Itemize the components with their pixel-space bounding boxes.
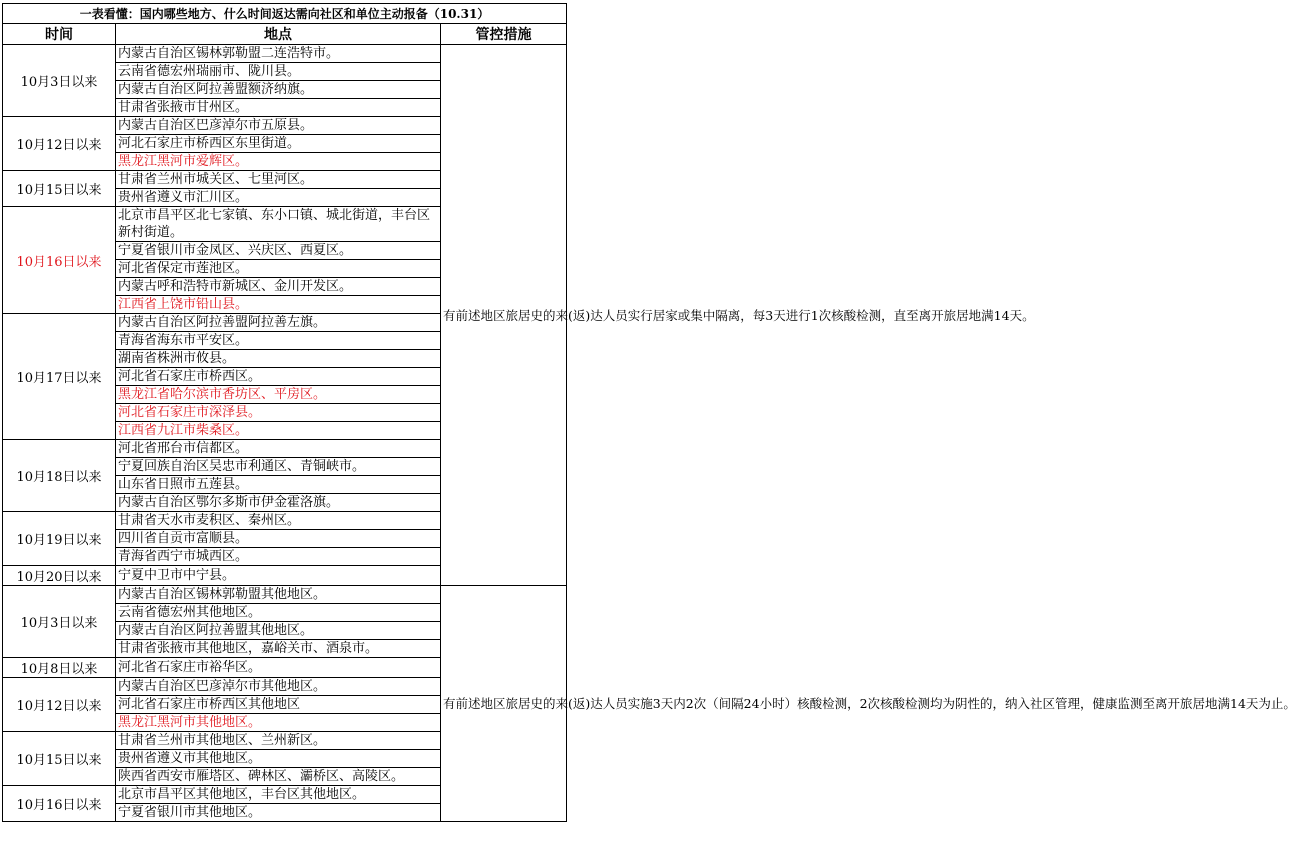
place-cell: 宁夏中卫市中宁县。: [116, 566, 441, 586]
place-cell: 贵州省遵义市其他地区。: [116, 750, 441, 768]
place-cell: 内蒙古自治区巴彦淖尔市其他地区。: [116, 678, 441, 696]
header-place: 地点: [116, 24, 441, 45]
date-cell: 10月12日以来: [3, 678, 116, 732]
place-cell: 陕西省西安市雁塔区、碑林区、灞桥区、高陵区。: [116, 768, 441, 786]
place-cell: 甘肃省张掖市其他地区，嘉峪关市、酒泉市。: [116, 640, 441, 658]
place-cell: 江西省九江市柴桑区。: [116, 422, 441, 440]
place-cell: 河北省石家庄市深泽县。: [116, 404, 441, 422]
date-cell: 10月17日以来: [3, 314, 116, 440]
date-cell: 10月15日以来: [3, 732, 116, 786]
place-cell: 北京市昌平区其他地区，丰台区其他地区。: [116, 786, 441, 804]
measure-cell: 有前述地区旅居史的来(返)达人员实施3天内2次（间隔24小时）核酸检测，2次核酸检测均为阴性的，纳入社区管理，健康监测至离开旅居地满14天为止。: [441, 586, 567, 822]
date-cell: 10月20日以来: [3, 566, 116, 586]
header-row: [3, 24, 567, 45]
date-cell: 10月16日以来: [3, 207, 116, 314]
place-cell: 内蒙古自治区阿拉善盟其他地区。: [116, 622, 441, 640]
place-cell: 云南省德宏州瑞丽市、陇川县。: [116, 63, 441, 81]
place-cell: 宁夏省银川市金凤区、兴庆区、西夏区。: [116, 242, 441, 260]
place-cell: 内蒙古自治区锡林郭勒盟其他地区。: [116, 586, 441, 604]
place-cell: 内蒙古自治区阿拉善盟额济纳旗。: [116, 81, 441, 99]
place-cell: 四川省自贡市富顺县。: [116, 530, 441, 548]
date-cell: 10月18日以来: [3, 440, 116, 512]
title-row: [3, 4, 567, 24]
place-cell: 内蒙古自治区阿拉善盟阿拉善左旗。: [116, 314, 441, 332]
place-cell: 贵州省遵义市汇川区。: [116, 189, 441, 207]
place-cell: 河北石家庄市桥西区东里街道。: [116, 135, 441, 153]
date-cell: 10月12日以来: [3, 117, 116, 171]
table-body: [3, 4, 1296, 822]
header-measures: 管控措施: [441, 24, 567, 45]
place-cell: 甘肃省天水市麦积区、秦州区。: [116, 512, 441, 530]
place-cell: 甘肃省兰州市城关区、七里河区。: [116, 171, 441, 189]
place-cell: 北京市昌平区北七家镇、东小口镇、城北街道，丰台区新村街道。: [116, 207, 441, 242]
place-cell: 宁夏省银川市其他地区。: [116, 804, 441, 822]
place-cell: 青海省西宁市城西区。: [116, 548, 441, 566]
table-title: 一表看懂：国内哪些地方、什么时间返达需向社区和单位主动报备（10.31）: [3, 4, 567, 24]
header-time: 时间: [3, 24, 116, 45]
place-cell: 内蒙古自治区巴彦淖尔市五原县。: [116, 117, 441, 135]
place-cell: 黑龙江省哈尔滨市香坊区、平房区。: [116, 386, 441, 404]
place-cell: 河北省石家庄市裕华区。: [116, 658, 441, 678]
date-cell: 10月3日以来: [3, 45, 116, 117]
place-cell: 黑龙江黑河市爱辉区。: [116, 153, 441, 171]
date-cell: 10月15日以来: [3, 171, 116, 207]
place-cell: 湖南省株洲市攸县。: [116, 350, 441, 368]
measure-cell: 有前述地区旅居史的来(返)达人员实行居家或集中隔离，每3天进行1次核酸检测，直至离开旅居地满14天。: [441, 45, 567, 586]
table-row: [3, 45, 567, 63]
place-cell: 宁夏回族自治区吴忠市利通区、青铜峡市。: [116, 458, 441, 476]
place-cell: 甘肃省张掖市甘州区。: [116, 99, 441, 117]
place-cell: 内蒙古自治区锡林郭勒盟二连浩特市。: [116, 45, 441, 63]
place-cell: 江西省上饶市铅山县。: [116, 296, 441, 314]
place-cell: 河北省保定市莲池区。: [116, 260, 441, 278]
place-cell: 黑龙江黑河市其他地区。: [116, 714, 441, 732]
place-cell: 山东省日照市五莲县。: [116, 476, 441, 494]
place-cell: 内蒙古自治区鄂尔多斯市伊金霍洛旗。: [116, 494, 441, 512]
place-cell: 河北省邢台市信都区。: [116, 440, 441, 458]
place-cell: 河北省石家庄市桥西区其他地区: [116, 696, 441, 714]
date-cell: 10月16日以来: [3, 786, 116, 822]
date-cell: 10月19日以来: [3, 512, 116, 566]
place-cell: 河北省石家庄市桥西区。: [116, 368, 441, 386]
table-row: [3, 586, 567, 604]
place-cell: 内蒙古呼和浩特市新城区、金川开发区。: [116, 278, 441, 296]
control-measures-table: [2, 3, 1296, 822]
place-cell: 甘肃省兰州市其他地区、兰州新区。: [116, 732, 441, 750]
place-cell: 青海省海东市平安区。: [116, 332, 441, 350]
date-cell: 10月8日以来: [3, 658, 116, 678]
date-cell: 10月3日以来: [3, 586, 116, 658]
place-cell: 云南省德宏州其他地区。: [116, 604, 441, 622]
